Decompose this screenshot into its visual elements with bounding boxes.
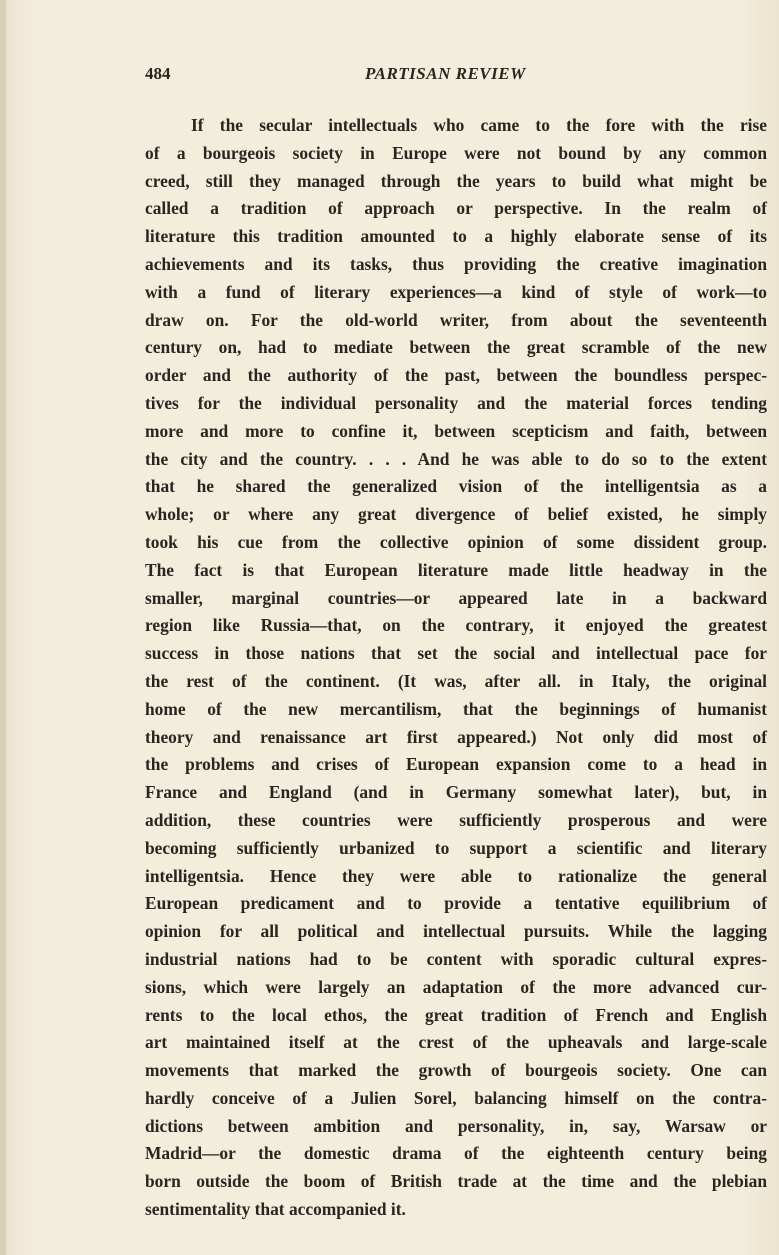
running-title: PARTISAN REVIEW bbox=[365, 64, 526, 83]
text-line: of a bourgeois society in Europe were not bound by any common bbox=[145, 142, 767, 163]
text-line: addition, these countries were sufficiently prosperous and were bbox=[145, 809, 767, 830]
text-line: achievements and its tasks, thus providing the creative imagination bbox=[145, 253, 767, 274]
text-line: called a tradition of approach or perspective. In the realm of bbox=[145, 198, 767, 219]
text-line: the problems and crises of European expansion come to a head in bbox=[145, 754, 767, 775]
text-line: European predicament and to provide a tentative equilibrium of bbox=[145, 893, 767, 914]
text-line: sentimentality that accompanied it. bbox=[145, 1199, 406, 1220]
text-line: becoming sufficiently urbanized to support a scientific and literary bbox=[145, 837, 767, 858]
text-line: with a fund of literary experiences—a kind of style of work—to bbox=[145, 281, 767, 302]
text-line: hardly conceive of a Julien Sorel, balancing himself on the contra- bbox=[145, 1087, 767, 1108]
text-line: order and the authority of the past, between the boundless perspec- bbox=[145, 365, 767, 386]
text-line: intelligentsia. Hence they were able to rationalize the general bbox=[145, 865, 767, 886]
text-line: theory and renaissance art first appeared.) Not only did most of bbox=[145, 726, 767, 747]
body-paragraph bbox=[145, 112, 767, 1224]
text-line: that he shared the generalized vision of the intelligentsia as a bbox=[145, 476, 767, 497]
text-line: region like Russia—that, on the contrary, it enjoyed the greatest bbox=[145, 615, 767, 636]
text-line: creed, still they managed through the years to build what might be bbox=[145, 170, 767, 191]
text-line: took his cue from the collective opinion of some dissident group. bbox=[145, 531, 767, 552]
text-line: more and more to confine it, between scepticism and faith, between bbox=[145, 420, 767, 441]
text-line: smaller, marginal countries—or appeared late in a backward bbox=[145, 587, 767, 608]
text-line: dictions between ambition and personality, in, say, Warsaw or bbox=[145, 1115, 767, 1136]
text-line: literature this tradition amounted to a highly elaborate sense of its bbox=[145, 226, 767, 247]
page-gutter bbox=[0, 0, 6, 1255]
text-line: the rest of the continent. (It was, after all. in Italy, the original bbox=[145, 670, 767, 691]
text-line: born outside the boom of British trade at the time and the plebian bbox=[145, 1171, 767, 1192]
text-line: sions, which were largely an adaptation of the more advanced cur- bbox=[145, 976, 767, 997]
page-number: 484 bbox=[145, 64, 171, 83]
running-header bbox=[145, 64, 765, 88]
text-line: France and England (and in Germany somewhat later), but, in bbox=[145, 782, 767, 803]
text-line: opinion for all political and intellectual pursuits. While the lagging bbox=[145, 921, 767, 942]
text-line: whole; or where any great divergence of belief existed, he simply bbox=[145, 504, 767, 525]
text-line: success in those nations that set the social and intellectual pace for bbox=[145, 643, 767, 664]
text-line: century on, had to mediate between the great scramble of the new bbox=[145, 337, 767, 358]
text-line: rents to the local ethos, the great tradition of French and English bbox=[145, 1004, 767, 1025]
text-line: The fact is that European literature made little headway in the bbox=[145, 559, 767, 580]
text-line: movements that marked the growth of bourgeois society. One can bbox=[145, 1060, 767, 1081]
text-line: art maintained itself at the crest of the upheavals and large-scale bbox=[145, 1032, 767, 1053]
text-line: If the secular intellectuals who came to the fore with the rise bbox=[191, 115, 767, 135]
text-line: the city and the country. . . . And he was able to do so to the extent bbox=[145, 448, 767, 469]
text-line: Madrid—or the domestic drama of the eighteenth century being bbox=[145, 1143, 767, 1164]
text-line: tives for the individual personality and the material forces tending bbox=[145, 392, 767, 413]
text-line: home of the new mercantilism, that the beginnings of humanist bbox=[145, 698, 767, 719]
text-line: draw on. For the old-world writer, from about the seventeenth bbox=[145, 309, 767, 330]
text-line: industrial nations had to be content with sporadic cultural expres- bbox=[145, 948, 767, 969]
